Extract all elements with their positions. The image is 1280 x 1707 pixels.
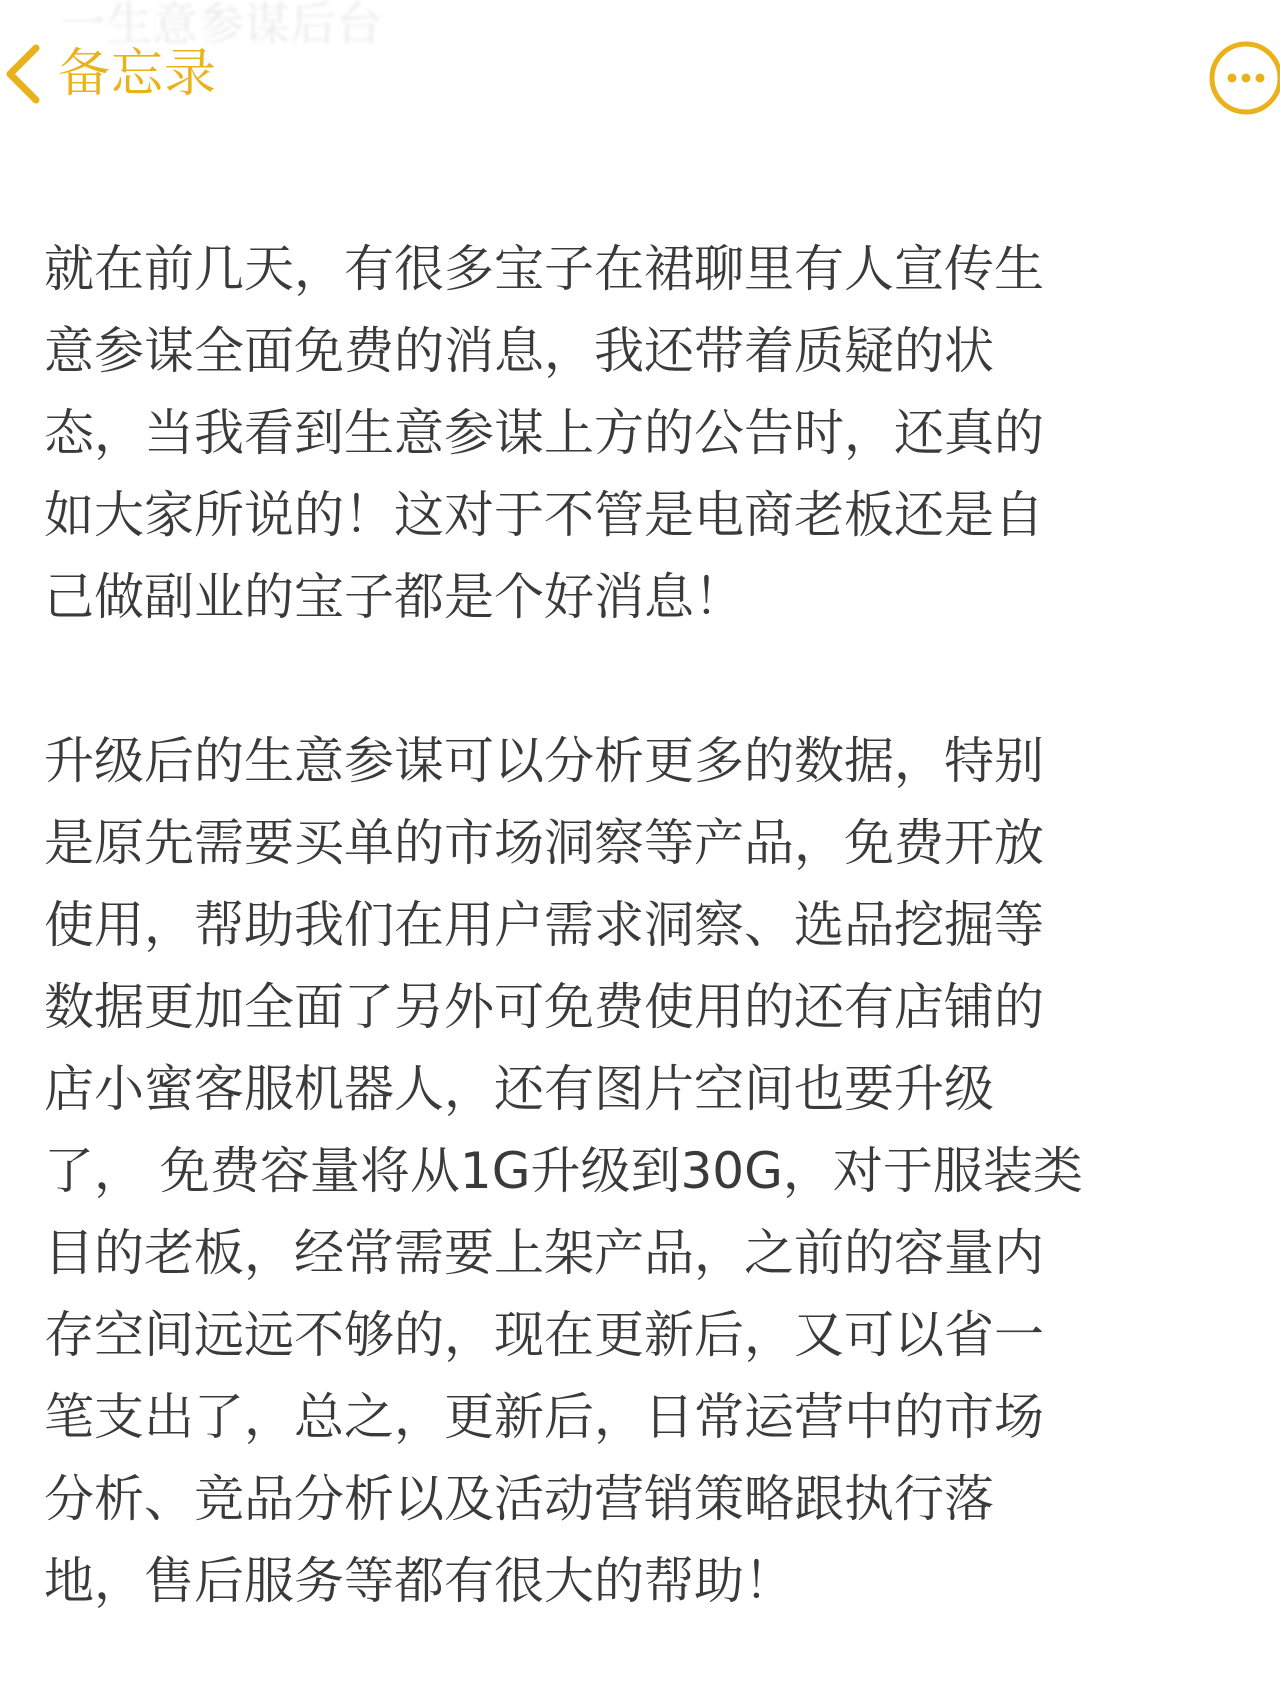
- note-line: 地，售后服务等都有很大的帮助！: [44, 1552, 794, 1610]
- note-line: 如大家所说的！这对于不管是电商老板还是自: [44, 486, 1044, 544]
- more-circle-icon: [1206, 38, 1280, 118]
- note-line: 己做副业的宝子都是个好消息！: [44, 568, 744, 626]
- note-line: 是原先需要买单的市场洞察等产品，免费开放: [44, 814, 1044, 872]
- note-paragraph: [44, 720, 1260, 1622]
- note-line: 存空间远远不够的，现在更新后，又可以省一: [44, 1306, 1044, 1364]
- note-line: 分析、竞品分析以及活动营销策略跟执行落: [44, 1470, 994, 1528]
- note-line: 笔支出了，总之，更新后，日常运营中的市场: [44, 1388, 1044, 1446]
- back-label: 备忘录: [58, 44, 218, 104]
- note-line: 数据更加全面了另外可免费使用的还有店铺的: [44, 978, 1044, 1036]
- note-body[interactable]: [44, 228, 1260, 1622]
- note-paragraph: [44, 228, 1260, 638]
- note-line: 目的老板，经常需要上架产品，之前的容量内: [44, 1224, 1044, 1282]
- note-line: 了， 免费容量将从1G升级到30G，对于服装类: [44, 1142, 1083, 1200]
- note-line: 态，当我看到生意参谋上方的公告时，还真的: [44, 404, 1044, 462]
- more-options-button[interactable]: [1206, 38, 1280, 118]
- note-line: 升级后的生意参谋可以分析更多的数据，特别: [44, 732, 1044, 790]
- chevron-left-icon: [0, 34, 52, 114]
- note-line: 意参谋全面免费的消息，我还带着质疑的状: [44, 322, 994, 380]
- scrolled-title-ghost: 一生意参谋后台: [60, 0, 382, 51]
- note-line: 使用，帮助我们在用户需求洞察、选品挖掘等: [44, 896, 1044, 954]
- paragraph-gap: [44, 638, 1260, 720]
- note-line: 店小蜜客服机器人，还有图片空间也要升级: [44, 1060, 994, 1118]
- navigation-bar: [0, 0, 1280, 150]
- back-button[interactable]: [0, 34, 217, 114]
- note-line: 就在前几天，有很多宝子在裙聊里有人宣传生: [44, 240, 1044, 298]
